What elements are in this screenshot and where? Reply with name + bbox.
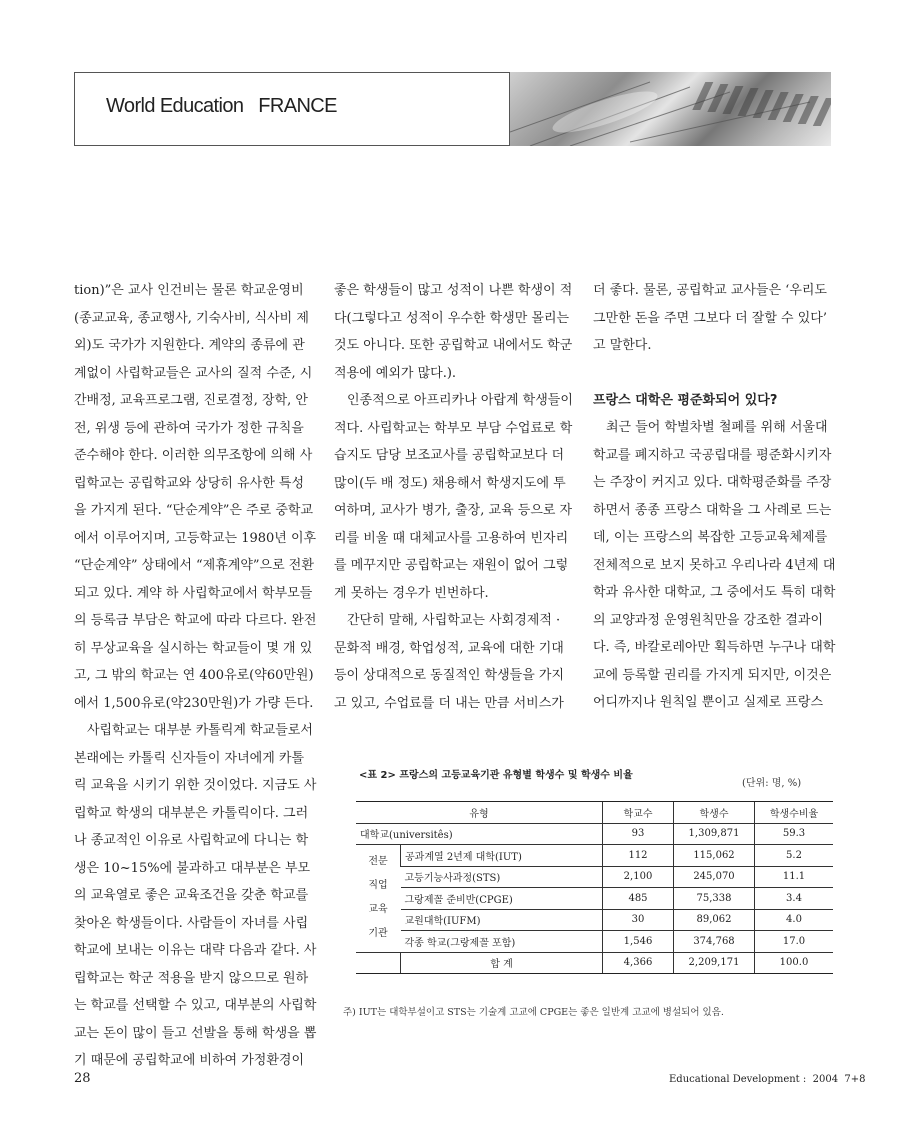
cell-students: 89,062 [674, 909, 755, 931]
cell-ratio: 59.3 [755, 823, 834, 845]
text-line: 게 못하는 경우가 빈번하다. [334, 585, 489, 601]
text-column-2 [334, 277, 576, 717]
cell-schools: 4,366 [603, 952, 674, 974]
text-line: 최근 들어 학벌차별 철폐를 위해 서울대 [593, 420, 828, 435]
text-line: 간단히 말해, 사립학교는 사회경제적 · [334, 613, 561, 628]
text-line: 립학교는 공립학교와 상당히 유사한 특성 [74, 475, 305, 491]
cell-students: 115,062 [674, 845, 755, 867]
text-line: 문화적 배경, 학업성적, 교육에 대한 기대 [334, 640, 564, 656]
cell-schools: 30 [603, 909, 674, 931]
text-column-3 [593, 277, 837, 717]
cell-students: 245,070 [674, 866, 755, 888]
text-line: “단순계약” 상태에서 “제휴계약”으로 전환 [74, 558, 314, 573]
text-line: 학교에 보내는 이유는 대략 다음과 같다. 사 [74, 943, 317, 958]
cell-schools: 112 [603, 845, 674, 867]
text-line: 의 교육열로 좋은 교육조건을 갖춘 학교를 [74, 888, 309, 903]
row-label: 교원대학(IUFM) [401, 909, 603, 931]
group-label-line: 직업 [368, 880, 388, 892]
table-row [356, 845, 833, 867]
cell-students: 75,338 [674, 888, 755, 910]
text-line: 전체적으로 보지 못하고 우리나라 4년제 대 [593, 557, 836, 573]
table-row [356, 931, 833, 953]
text-column-1 [74, 277, 316, 1075]
text-line: 교는 돈이 많이 들고 선발을 통해 학생을 뽑 [74, 1025, 317, 1041]
text-line: 하면서 종종 프랑스 대학을 그 사례로 드는 [593, 502, 832, 518]
text-line: 다(그렇다고 성적이 우수한 학생만 몰리는 [334, 310, 570, 326]
column-header-ratio: 학생수비율 [755, 802, 834, 824]
text-line: 본래에는 카톨릭 신자들이 자녀에게 카톨 [74, 750, 305, 766]
group-label-line: 교육 [368, 904, 388, 916]
text-line: 의 등록금 부담은 학교에 따라 다르다. 완전 [74, 613, 317, 628]
text-line: 을 가지게 된다. “단순계약”은 주로 중학교 [74, 503, 314, 518]
page-number: 28 [74, 1071, 91, 1086]
row-label: 각종 학교(그랑제꼴 포함) [401, 931, 603, 953]
text-line: 습지도 담당 보조교사를 공립학교보다 더 [334, 448, 565, 463]
table-row [356, 909, 833, 931]
text-line: 계없이 사립학교들은 교사의 질적 수준, 시 [74, 365, 313, 381]
text-line: 에서 1,500유로(약230만원)가 가량 든다. [74, 695, 314, 711]
total-label: 합 계 [401, 952, 603, 974]
text-line: 더 좋다. 물론, 공립학교 교사들은 ‘우리도 [593, 283, 827, 298]
cell-ratio: 5.2 [755, 845, 834, 867]
text-line: 고 있고, 수업료를 더 내는 만큼 서비스가 [334, 695, 564, 711]
text-line: 그만한 돈을 주면 그보다 더 잘할 수 있다’ [593, 310, 827, 326]
text-line: 학과 유사한 대학교, 그 중에서도 특히 대학 [593, 585, 836, 600]
text-line: 립학교 학생의 대부분은 카톨릭이다. 그러 [74, 805, 309, 821]
section-title: World Education FRANCE [106, 95, 337, 117]
text-line: 기 때문에 공립학교에 비하여 가정환경이 [74, 1053, 305, 1068]
higher-education-table [356, 801, 833, 974]
table-row [356, 866, 833, 888]
cell-schools: 2,100 [603, 866, 674, 888]
text-line: 여하며, 교사가 병가, 출장, 교육 등으로 자 [334, 503, 573, 518]
text-line: 는 학교를 선택할 수 있고, 대부분의 사립학 [74, 998, 317, 1013]
text-line: 간배정, 교육프로그램, 진로결정, 장학, 안 [74, 393, 308, 408]
text-line: 교에 등록할 권리를 가지게 되지만, 이것은 [593, 667, 832, 683]
group-label-line: 전문 [368, 856, 388, 868]
text-line: 적다. 사립학교는 학부모 부담 수업료로 학 [334, 420, 573, 436]
table-header-row [356, 802, 833, 824]
text-line: 외)도 국가가 지원한다. 계약의 종류에 관 [74, 338, 305, 353]
text-line: 고, 그 밖의 학교는 연 400유로(약60만원) [74, 668, 314, 683]
row-label: 공과계열 2년제 대학(IUT) [401, 845, 603, 867]
header-decorative-image [510, 72, 831, 146]
cell-ratio: 3.4 [755, 888, 834, 910]
text-line: 등이 상대적으로 동질적인 학생들을 가지 [334, 668, 565, 683]
row-label: 대학교(universitês) [356, 823, 603, 845]
column-header-students: 학생수 [674, 802, 755, 824]
text-line: 찾아온 학생들이다. 사람들이 자녀를 사립 [74, 915, 309, 931]
cell-students: 1,309,871 [674, 823, 755, 845]
text-line: 는 주장이 커지고 있다. 대학평준화를 주장 [593, 475, 832, 490]
text-line: 적용에 예외가 많다.). [334, 365, 457, 381]
text-line: 사립학교는 대부분 카톨릭계 학교들로서 [74, 723, 313, 738]
text-line: (종교교육, 종교행사, 기숙사비, 식사비 제 [74, 310, 309, 326]
cell-students: 374,768 [674, 931, 755, 953]
text-line: 인종적으로 아프리카나 아랍계 학생들이 [334, 393, 573, 408]
text-line: 것도 아니다. 또한 공립학교 내에서도 학군 [334, 338, 573, 353]
text-line: 생은 10~15%에 불과하고 대부분은 부모 [74, 860, 311, 876]
cell-schools: 485 [603, 888, 674, 910]
cell-schools: 93 [603, 823, 674, 845]
text-line: 좋은 학생들이 많고 성적이 나쁜 학생이 적 [334, 283, 573, 298]
section-heading: 프랑스 대학은 평준화되어 있다? [593, 392, 778, 408]
group-label [356, 845, 401, 953]
row-label: 그랑제꼴 준비반(CPGE) [401, 888, 603, 910]
cell-ratio: 4.0 [755, 909, 834, 931]
text-line: 준수해야 한다. 이러한 의무조항에 의해 사 [74, 448, 313, 463]
group-label-line: 기관 [368, 928, 388, 940]
text-line: 많이(두 배 정도) 채용해서 학생지도에 투 [334, 475, 566, 491]
text-line: 립학교는 학군 적용을 받지 않으므로 원하 [74, 970, 309, 986]
column-header-schools: 학교수 [603, 802, 674, 824]
text-line: 데, 이는 프랑스의 복잡한 고등교육체제를 [593, 530, 828, 545]
text-line: 를 메꾸지만 공립학교는 재원이 없어 그렇 [334, 558, 569, 573]
table-row [356, 823, 833, 845]
text-line: 히 무상교육을 실시하는 학교들이 몇 개 있 [74, 640, 313, 656]
cell-ratio: 17.0 [755, 931, 834, 953]
text-line: 어디까지나 원칙일 뿐이고 실제로 프랑스 [593, 695, 824, 710]
text-line: 나 종교적인 이유로 사립학교에 다니는 학 [74, 833, 309, 848]
cell-schools: 1,546 [603, 931, 674, 953]
publication-info: Educational Development : 2004 7+8 [669, 1074, 866, 1085]
table-total-row [356, 952, 833, 974]
table-note: 주) IUT는 대학부설이고 STS는 기술계 고교에 CPGE는 좋은 일반계 고교에 병설되어 있음. [343, 1007, 724, 1018]
text-line: 전, 위생 등에 관하여 국가가 정한 규칙을 [74, 420, 304, 436]
row-label: 고등기능사과정(STS) [401, 866, 603, 888]
text-line: 에서 이루어지며, 고등학교는 1980년 이후 [74, 530, 317, 546]
cell-ratio: 11.1 [755, 866, 834, 888]
text-line: 의 교양과정 운영원칙만을 강조한 결과이 [593, 612, 824, 628]
text-line: 다. 즉, 바칼로레아만 획득하면 누구나 대학 [593, 640, 836, 655]
text-line: 릭 교육을 시키기 위한 것이었다. 지금도 사 [74, 778, 317, 793]
column-header-type: 유형 [356, 802, 603, 824]
cell-ratio: 100.0 [755, 952, 834, 974]
table-caption: <표 2> 프랑스의 고등교육기관 유형별 학생수 및 학생수 비율 [359, 770, 633, 781]
table-row [356, 888, 833, 910]
table-unit: (단위: 명, %) [742, 778, 802, 789]
cell-students: 2,209,171 [674, 952, 755, 974]
text-line: 학교를 폐지하고 국공립대를 평준화시키자 [593, 447, 832, 463]
text-line: 고 말한다. [593, 338, 652, 353]
text-line: tion)”은 교사 인건비는 물론 학교운영비 [74, 283, 304, 298]
text-line: 리를 비울 때 대체교사를 고용하여 빈자리 [334, 530, 569, 546]
text-line: 되고 있다. 계약 하 사립학교에서 학부모들 [74, 585, 313, 601]
